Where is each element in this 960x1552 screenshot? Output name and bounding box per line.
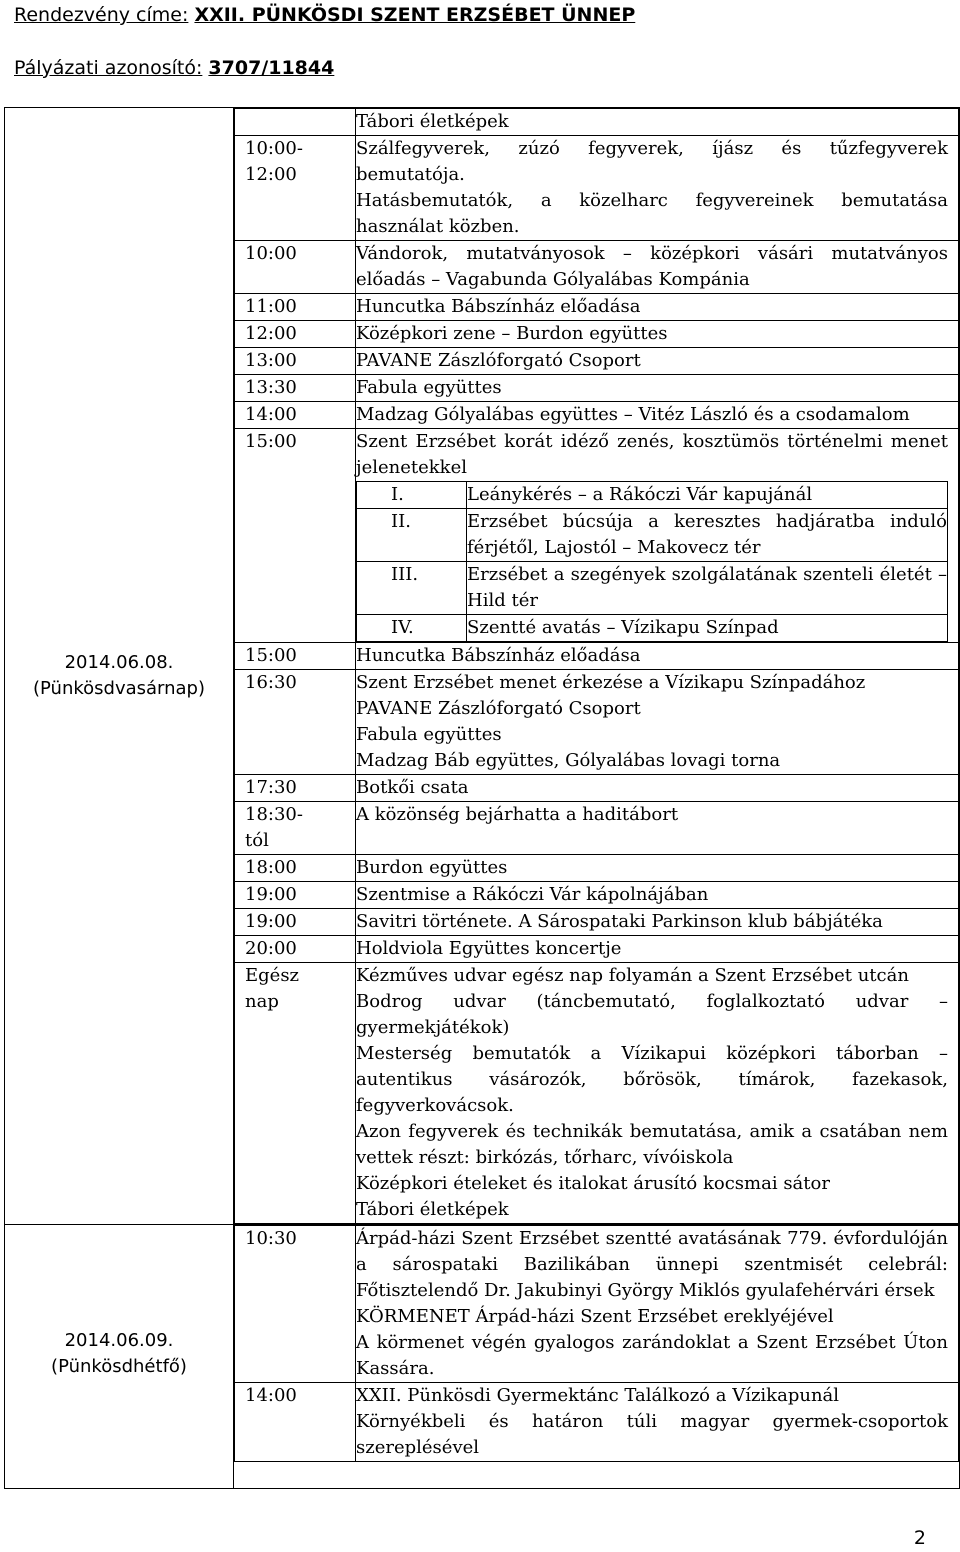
- activity-line: Bodrog udvar (táncbemutató, foglalkoztató udvar – gyermekjátékok): [356, 991, 948, 1038]
- program-time: 10:00- 12:00: [235, 136, 356, 241]
- scene-text: Leánykérés – a Rákóczi Vár kapujánál: [467, 482, 948, 509]
- scene-number: II.: [357, 509, 467, 562]
- scene-text: Erzsébet búcsúja a keresztes hadjáratba induló férjétől, Lajostól – Makovecz tér: [467, 509, 948, 562]
- program-activity: [356, 109, 959, 136]
- day1-date-cell: [5, 108, 234, 1225]
- day1-date: 2014.06.08.: [64, 652, 174, 673]
- event-title-line: [14, 4, 635, 26]
- program-row: [235, 1226, 959, 1383]
- program-row: [235, 294, 959, 321]
- program-row: [235, 855, 959, 882]
- program-time: 11:00: [235, 294, 356, 321]
- activity-line: Vándorok, mutatványosok – középkori vásári mutatványos előadás – Vagabunda Gólyalábas Kompánia: [356, 243, 948, 290]
- program-row: [235, 936, 959, 963]
- scene-number: I.: [357, 482, 467, 509]
- program-row: [235, 375, 959, 402]
- program-time: 15:00: [235, 643, 356, 670]
- day2-dayname: (Pünkösdhétfő): [51, 1356, 187, 1377]
- day1-program-cell: [234, 108, 960, 1225]
- program-row: [235, 1383, 959, 1462]
- activity-line: PAVANE Zászlóforgató Csoport: [356, 350, 641, 371]
- program-row: [235, 109, 959, 136]
- activity-line: Tábori életképek: [356, 111, 509, 132]
- program-time: [235, 109, 356, 136]
- activity-line: Kézműves udvar egész nap folyamán a Szent Erzsébet utcán: [356, 965, 909, 986]
- activity-line: A körmenet végén gyalogos zarándoklat a Szent Erzsébet Úton Kassára.: [356, 1332, 948, 1379]
- day1-dayname: (Pünkösdvasárnap): [32, 678, 206, 699]
- scene-number: III.: [357, 562, 467, 615]
- program-row: [235, 963, 959, 1224]
- program-time: 10:30: [235, 1226, 356, 1383]
- program-row: [235, 429, 959, 643]
- program-activity: [356, 136, 959, 241]
- program-time: 13:00: [235, 348, 356, 375]
- activity-line: Savitri története. A Sárospataki Parkinson klub bábjátéka: [356, 911, 883, 932]
- activity-line: Madzag Báb együttes, Gólyalábas lovagi torna: [356, 750, 781, 771]
- program-time: 16:30: [235, 670, 356, 775]
- program-time: 17:30: [235, 775, 356, 802]
- program-row: [235, 643, 959, 670]
- program-row: [235, 775, 959, 802]
- program-row: [235, 802, 959, 855]
- program-time: 14:00: [235, 1383, 356, 1462]
- event-title-value: XXII. PÜNKÖSDI SZENT ERZSÉBET ÜNNEP: [194, 4, 636, 26]
- activity-line: Környékbeli és határon túli magyar gyermek-csoportok szereplésével: [356, 1411, 948, 1458]
- program-time: 19:00: [235, 909, 356, 936]
- program-row: [235, 241, 959, 294]
- program-time: Egész nap: [235, 963, 356, 1224]
- program-activity: [356, 402, 959, 429]
- program-activity: [356, 855, 959, 882]
- activity-line: KÖRMENET Árpád-házi Szent Erzsébet ereklyéjével: [356, 1306, 834, 1327]
- program-activity: [356, 936, 959, 963]
- program-activity: [356, 294, 959, 321]
- program-time: 10:00: [235, 241, 356, 294]
- activity-line: Középkori ételeket és italokat árusító kocsmai sátor: [356, 1173, 830, 1194]
- scene-text: Szentté avatás – Vízikapu Színpad: [467, 615, 948, 642]
- program-time: 15:00: [235, 429, 356, 643]
- program-activity: [356, 429, 959, 643]
- activity-line: Tábori életképek: [356, 1199, 509, 1220]
- activity-line: Madzag Gólyalábas együttes – Vitéz László és a csodamalom: [356, 404, 910, 425]
- program-activity: [356, 1226, 959, 1383]
- activity-line: Szálfegyverek, zúzó fegyverek, íjász és tűzfegyverek bemutatója.: [356, 138, 948, 185]
- activity-line: Árpád-házi Szent Erzsébet szentté avatásának 779. évfordulóján a sárospataki Bazilikában ünnepi szentmisét celebrál: Főtisztelendő Dr. Jakubinyi György Miklós gyulafehérvári érsek: [356, 1228, 948, 1301]
- scene-number: IV.: [357, 615, 467, 642]
- program-time: 18:00: [235, 855, 356, 882]
- day2-program-cell: [234, 1225, 960, 1489]
- program-row: [235, 348, 959, 375]
- program-row: [235, 402, 959, 429]
- activity-line: Holdviola Együttes koncertje: [356, 938, 622, 959]
- activity-line: Huncutka Bábszínház előadása: [356, 645, 641, 666]
- scene-text: Erzsébet a szegények szolgálatának szenteli életét – Hild tér: [467, 562, 948, 615]
- activity-line: Fabula együttes: [356, 377, 502, 398]
- program-time: 14:00: [235, 402, 356, 429]
- activity-line: XXII. Pünkösdi Gyermektánc Találkozó a Vízikapunál: [356, 1385, 840, 1406]
- program-activity: [356, 775, 959, 802]
- activity-line: Szentmise a Rákóczi Vár kápolnájában: [356, 884, 709, 905]
- program-activity: [356, 802, 959, 855]
- event-title-label: Rendezvény címe:: [14, 4, 189, 26]
- scene-item: [357, 509, 948, 562]
- procession-scenes: [356, 481, 948, 642]
- application-id-line: [14, 57, 334, 79]
- activity-line: Huncutka Bábszínház előadása: [356, 296, 641, 317]
- program-activity: [356, 241, 959, 294]
- program-activity: [356, 348, 959, 375]
- scene-item: [357, 482, 948, 509]
- program-activity: [356, 321, 959, 348]
- program-row: [235, 909, 959, 936]
- program-activity: [356, 1383, 959, 1462]
- day1-program-list: [234, 108, 959, 1224]
- day2-row: [5, 1225, 960, 1489]
- program-activity: [356, 963, 959, 1224]
- day2-program-list: [234, 1225, 959, 1462]
- application-id-value: 3707/11844: [208, 57, 335, 79]
- scene-item: [357, 562, 948, 615]
- activity-line: Hatásbemutatók, a közelharc fegyvereinek bemutatása használat közben.: [356, 190, 948, 237]
- program-time: 12:00: [235, 321, 356, 348]
- program-time: 18:30- tól: [235, 802, 356, 855]
- scene-item: [357, 615, 948, 642]
- page-number: 2: [913, 1527, 926, 1549]
- application-id-label: Pályázati azonosító:: [14, 57, 203, 79]
- day2-date: 2014.06.09.: [64, 1330, 174, 1351]
- day2-date-cell: [5, 1225, 234, 1489]
- activity-line: A közönség bejárhatta a haditábort: [356, 804, 679, 825]
- program-activity: [356, 909, 959, 936]
- program-row: [235, 321, 959, 348]
- program-activity: [356, 882, 959, 909]
- program-row: [235, 882, 959, 909]
- activity-line: Azon fegyverek és technikák bemutatása, amik a csatában nem vettek részt: birkózás, tőrharc, vívóiskola: [356, 1121, 948, 1168]
- activity-line: Burdon együttes: [356, 857, 508, 878]
- program-activity: [356, 375, 959, 402]
- schedule-table: [4, 107, 960, 1489]
- activity-line: Szent Erzsébet korát idéző zenés, kosztümös történelmi menet jelenetekkel: [356, 431, 948, 478]
- program-row: [235, 670, 959, 775]
- program-activity: [356, 670, 959, 775]
- program-time: 13:30: [235, 375, 356, 402]
- program-time: 19:00: [235, 882, 356, 909]
- day1-row: [5, 108, 960, 1225]
- activity-line: Mesterség bemutatók a Vízikapui középkori táborban – autentikus vásározók, bőrösök, tímárok, fazekasok, fegyverkovácsok.: [356, 1043, 948, 1116]
- program-activity: [356, 643, 959, 670]
- activity-line: Szent Erzsébet menet érkezése a Vízikapu Színpadához: [356, 672, 866, 693]
- activity-line: Középkori zene – Burdon együttes: [356, 323, 668, 344]
- program-row: [235, 136, 959, 241]
- activity-line: Botkői csata: [356, 777, 469, 798]
- activity-line: PAVANE Zászlóforgató Csoport: [356, 698, 641, 719]
- activity-line: Fabula együttes: [356, 724, 502, 745]
- program-time: 20:00: [235, 936, 356, 963]
